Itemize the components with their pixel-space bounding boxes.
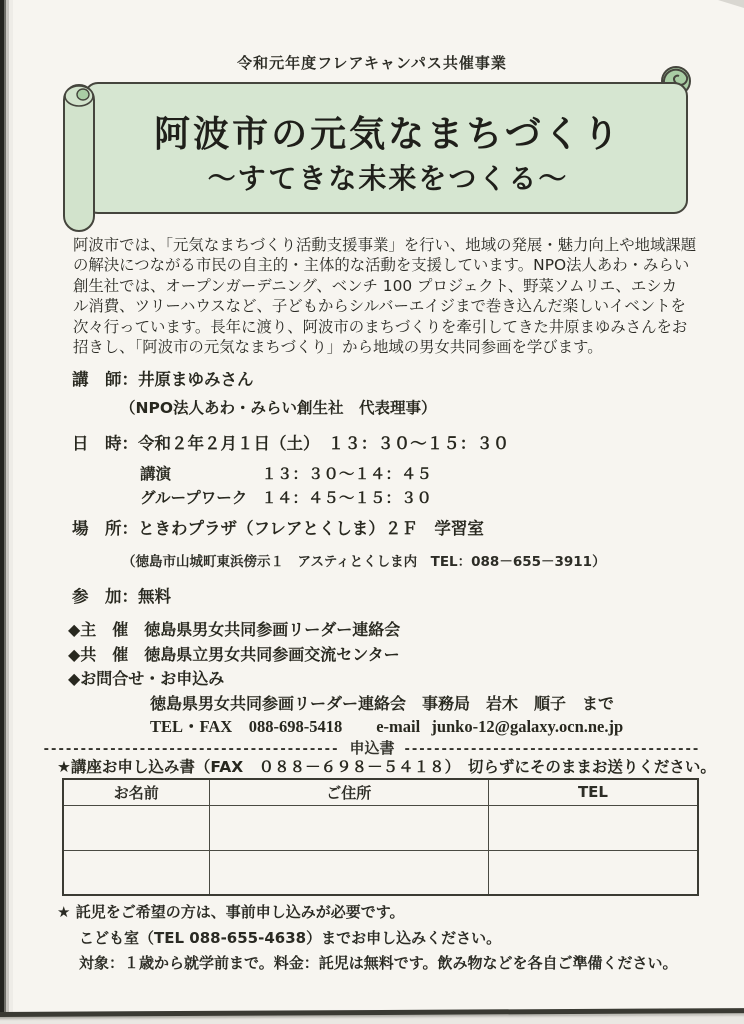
intro-line: 阿波市では、「元気なまちづくり活動支援事業」を行い、地域の発展・魅力向上や地域課題 — [73, 236, 697, 254]
email-label: e-mail — [376, 717, 421, 736]
star-icon: ★ — [57, 903, 71, 921]
lecturer-label: 講 師： — [72, 370, 138, 389]
program-label: 令和元年度フレアキャンパス共催事業 — [237, 54, 507, 72]
venue-label: 場 所： — [72, 519, 138, 538]
table-row — [63, 805, 698, 850]
intro-line: 創生社では、オープンガーデニング、ベンチ 100 プロジェクト、野菜ソムリエ、エシカ — [73, 276, 677, 295]
fee-value: 無料 — [138, 587, 171, 606]
intro-paragraph — [73, 235, 713, 357]
datetime-row — [72, 430, 509, 454]
address-input-cell[interactable] — [209, 850, 488, 895]
contact-heading: ◆お問合せ・お申込み — [68, 669, 225, 688]
scan-corner-top-right — [718, 0, 744, 8]
lecturer-name: 井原まゆみさん — [138, 370, 254, 389]
schedule-row — [140, 462, 432, 484]
tel-input-cell[interactable] — [488, 850, 698, 895]
childcare-note-1 — [57, 901, 405, 922]
venue-name: ときわプラザ（フレアとくしま）２Ｆ 学習室 — [138, 519, 484, 538]
name-input-cell[interactable] — [63, 850, 209, 895]
application-form-title: ★講座お申し込み書（FAX ０８８－６９８－５４１８） 切らずにそのままお送りください。 — [57, 758, 716, 776]
intro-line: 招きし、「阿波市の元気なまちづくり」から地域の男女共同参画を学びます。 — [73, 338, 603, 357]
divider-label: 申込書 — [349, 739, 395, 757]
childcare-note-2: こども室（TEL 088-655-4638）までお申し込みください。 — [79, 929, 502, 947]
application-form-table — [62, 778, 699, 896]
intro-line: ル消費、ツリーハウスなど、子どもからシルバーエイジまで巻き込んだ楽しいイベントを — [73, 297, 686, 316]
schedule-row — [140, 486, 432, 508]
table-header-name: お名前 — [63, 779, 209, 805]
schedule-item-name: グループワーク — [140, 489, 248, 507]
lecturer-affiliation: （NPO法人あわ・みらい創生社 代表理事） — [120, 399, 437, 417]
organizer-host: ◆主 催 徳島県男女共同参画リーダー連絡会 — [68, 620, 401, 639]
schedule-item-time: １４：４５～１５：３０ — [261, 489, 432, 507]
table-row — [63, 850, 698, 895]
venue-row — [72, 515, 484, 539]
lecturer-row — [72, 366, 254, 390]
address-input-cell[interactable] — [209, 805, 488, 850]
name-input-cell[interactable] — [63, 805, 209, 850]
intro-line: 次々行っています。長年に渡り、阿波市のまちづくりを牽引してきた井原まゆみさんをお — [73, 317, 688, 336]
tel-input-cell[interactable] — [488, 805, 698, 850]
childcare-note-1-text: 託児をご希望の方は、事前申し込みが必要です。 — [75, 903, 405, 921]
datetime-value: 令和２年２月１日（土） １３：３０～１５：３０ — [138, 434, 510, 453]
contact-telfax-line — [150, 713, 623, 737]
organizer-cohost: ◆共 催 徳島県立男女共同参画交流センター — [68, 645, 400, 664]
divider-dashes-right: ---------------------------------------- — [404, 742, 701, 757]
event-subtitle: ～すてきな未来をつくる～ — [207, 162, 569, 195]
schedule-item-name: 講演 — [140, 465, 172, 483]
schedule-item-time: １３：３０～１４：４５ — [261, 465, 432, 483]
table-header-address: ご住所 — [209, 779, 488, 805]
intro-line: の解決につながる市民の自主的・主体的な活動を支援しています。NPO法人あわ・みらい — [73, 256, 690, 275]
fee-row — [72, 583, 171, 607]
divider-dashes-left: ---------------------------------------- — [43, 742, 340, 757]
venue-address-note: （徳島市山城町東浜傍示１ アスティとくしま内 TEL：088－655－3911） — [122, 554, 606, 570]
tel-fax-number: TEL・FAX 088-698-5418 — [150, 717, 343, 736]
datetime-label: 日 時： — [72, 434, 138, 453]
contact-name-line: 徳島県男女共同参画リーダー連絡会 事務局 岩木 順子 まで — [150, 694, 615, 713]
fee-label: 参 加： — [72, 587, 138, 606]
email-address: junko-12@galaxy.ocn.ne.jp — [431, 717, 624, 736]
event-title: 阿波市の元気なまちづくり — [154, 114, 622, 155]
scan-edge-left — [0, 0, 13, 1024]
childcare-note-3: 対象：１歳から就学前まで。料金：託児は無料です。飲み物などを各自ご準備ください。 — [79, 954, 678, 972]
table-header-tel: TEL — [488, 779, 698, 805]
